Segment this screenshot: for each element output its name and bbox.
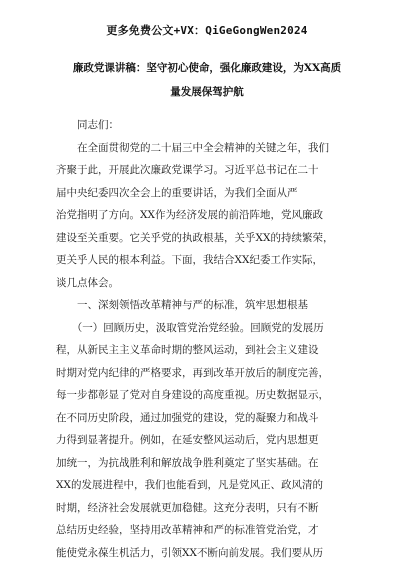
text-line: 齐聚于此，开展此次廉政党课学习。习近平总书记在二十	[56, 164, 319, 176]
text-line: 总结历史经验，坚持用改革精神和严的标准管党治党，才	[56, 524, 319, 536]
text-line: 届中央纪委四次全会上的重要讲话，为我们全面从严	[56, 186, 298, 199]
text-line: XX的发展进程中，我们也能看到，凡是党风正、政风清的	[56, 479, 323, 491]
section-heading-1	[56, 294, 358, 317]
text-line: 更关乎人民的根本利益。下面，我结合XX纪委工作实际，	[56, 254, 323, 266]
text-line: （一）回顾历史，汲取管党治党经验。回顾党的发展历	[56, 321, 324, 334]
page-header: 更多免费公文+VX：QiGeGongWen2024	[106, 24, 308, 37]
text-line: 谈几点体会。	[56, 276, 119, 289]
paragraph-history	[56, 317, 358, 565]
title-line: 量发展保驾护航	[170, 86, 244, 98]
text-line: 建设至关重要。它关乎党的执政根基，关乎XX的持续繁荣，	[56, 231, 334, 244]
text-line: 力得到显著提升。例如，在延安整风运动后，党内思想更	[56, 434, 319, 446]
text-line: 程，从新民主主义革命时期的整风运动，到社会主义建设	[56, 344, 319, 356]
text-line: 在不同历史阶段，通过加强党的建设，党的凝聚力和战斗	[56, 411, 319, 424]
text-line: 能使党永葆生机活力，引领XX不断向前发展。我们要从历	[56, 546, 323, 559]
title-line: 廉政党课讲稿：坚守初心使命，强化廉政建设，为XX高质	[72, 62, 342, 74]
salutation-text: 同志们：	[77, 119, 119, 131]
text-line: 在全面贯彻党的二十届三中全会精神的关键之年，我们	[56, 141, 329, 154]
paragraph-intro	[56, 137, 358, 295]
document-title	[56, 56, 358, 104]
text-line: 一、深刻领悟改革精神与严的标准，筑牢思想根基	[56, 299, 308, 311]
text-line: 每一步都彰显了党对自身建设的高度重视。历史数据显示，	[56, 389, 329, 401]
text-line: 时期，经济社会发展就更加稳健。这充分表明，只有不断	[56, 501, 319, 514]
text-line: 时期对党内纪律的严格要求，再到改革开放后的制度完善，	[56, 366, 329, 379]
text-line: 治党指明了方向。XX作为经济发展的前沿阵地，党风廉政	[56, 209, 323, 221]
salutation	[56, 114, 358, 137]
text-line: 加统一，为抗战胜利和解放战争胜利奠定了坚实基础。在	[56, 456, 319, 469]
